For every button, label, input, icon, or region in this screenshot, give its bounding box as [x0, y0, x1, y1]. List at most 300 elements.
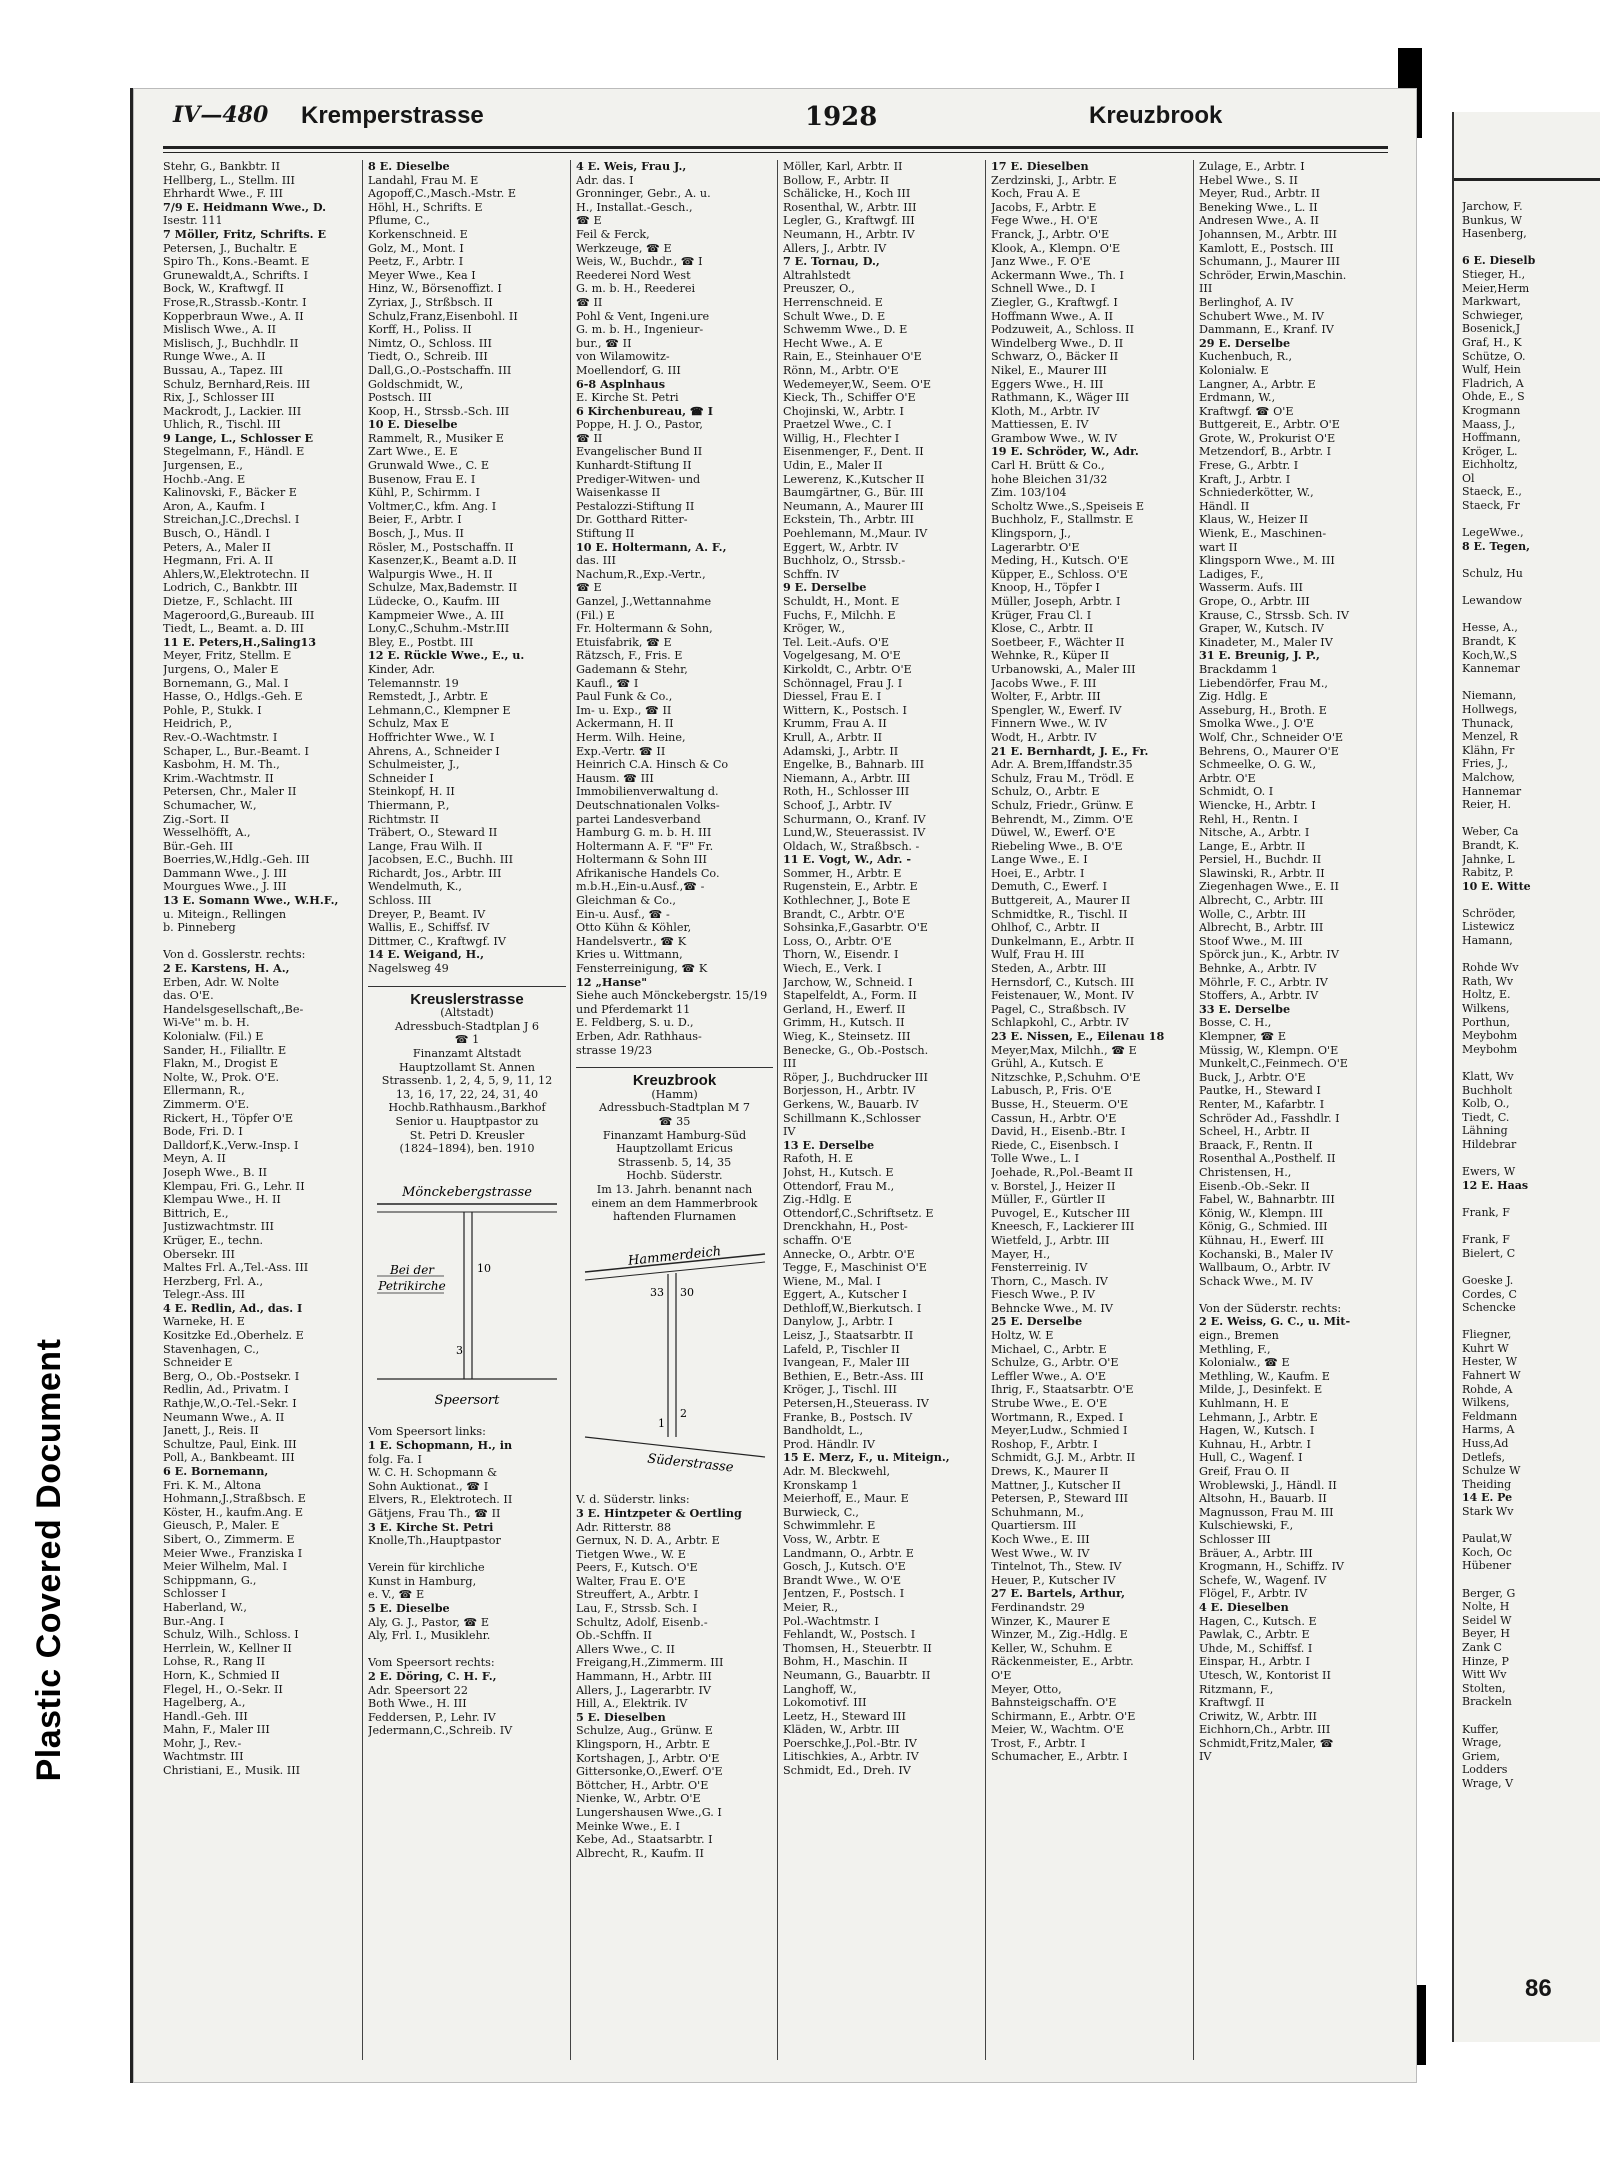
entry-line: Diessel, Frau E. I	[783, 690, 882, 704]
info-line: 13, 16, 17, 22, 24, 31, 40	[395, 1087, 539, 1101]
info-line: Strassenb. 1, 2, 4, 5, 9, 11, 12	[381, 1074, 553, 1088]
entry-line: Meier, W., Wachtm. O'E	[991, 1723, 1125, 1737]
entry-line: LegeWwe.,	[1462, 526, 1524, 540]
entry-line: Behrendt, M., Zimm. O'E	[991, 812, 1134, 826]
entry-line: Mourgues Wwe., J. III	[163, 880, 287, 894]
entry-line: Schulze, Aug., Grünw. E	[576, 1724, 713, 1738]
entry-line: Schffn. IV	[783, 567, 839, 581]
entry-line: Wroblewski, J., Händl. II	[1199, 1478, 1337, 1492]
entry-line: Schlosser I	[163, 1587, 226, 1601]
entry-line: Schulz, Max E	[368, 717, 450, 731]
entry-line: 11 E. Vogt, W., Adr. -	[783, 853, 911, 867]
entry-line: Buttgereit, A., Maurer II	[991, 894, 1131, 908]
entry-line: e. V., ☎ E	[368, 1588, 425, 1602]
entry-line: Knoop, H., Töpfer I	[991, 581, 1100, 595]
entry-line: Eichholtz,	[1462, 458, 1518, 472]
entry-line: Lungershausen Wwe.,G. I	[576, 1805, 722, 1819]
entry-line: 7 E. Tornau, D.,	[783, 255, 880, 269]
entry-line: Werkzeuge, ☎ E	[576, 241, 672, 255]
entry-line: Listewicz	[1462, 920, 1515, 934]
entry-line: Jurgens, O., Maler E	[163, 662, 279, 676]
entry-line: 17 E. Dieselben	[991, 160, 1089, 173]
entry-line: Rickert, H., Töpfer O'E	[163, 1111, 294, 1125]
entry-line: folg. Fa. I	[368, 1452, 422, 1466]
entry-line: Wedemeyer,W., Seem. O'E	[783, 377, 932, 391]
entry-line: Hausm. ☎ III	[576, 771, 654, 785]
entry-line: 27 E. Bartels, Arthur,	[991, 1587, 1125, 1601]
entry-line: Eggers Wwe., H. III	[991, 377, 1104, 391]
entry-line: Nagelsweg 49	[368, 962, 449, 976]
entry-line: Niemann,	[1462, 689, 1517, 703]
entry-line: Franck, J., Arbtr. O'E	[991, 227, 1110, 241]
entry-line: Kasenzer,K., Beamt a.D. II	[368, 554, 517, 568]
entry-line: V. d. Süderstr. links:	[576, 1493, 690, 1507]
entry-line: Krim.-Wachtmstr. II	[163, 771, 274, 785]
entry-line: Kröger, L.	[1462, 444, 1518, 458]
entry-line: Kasbohm, H. M. Th.,	[163, 758, 280, 772]
entry-line: Schmeelke, O. G. W.,	[1199, 758, 1317, 772]
column-divider	[1193, 160, 1194, 2060]
entry-line: Möhrle, F. C., Arbtr. IV	[1199, 975, 1328, 989]
entry-line: Meier, R.,	[783, 1600, 839, 1614]
entry-line: Ritzmann, F.,	[1199, 1682, 1274, 1696]
entry-line: Wallbaum, O., Arbtr. IV	[1199, 1261, 1331, 1275]
entry-line: Koch, Frau A. E	[991, 187, 1081, 201]
header-rule	[163, 146, 1388, 149]
entry-line: Smolka Wwe., J. O'E	[1199, 717, 1315, 731]
entry-line: Schmidt, Ed., Dreh. IV	[783, 1764, 911, 1778]
entry-line: Schnell Wwe., D. I	[991, 282, 1096, 296]
entry-line: Ellermann, R.,	[163, 1084, 245, 1098]
entry-line: Holtz, E.	[1462, 988, 1511, 1002]
entry-line: Hochb.-Ang. E	[163, 472, 246, 486]
entry-line: Koch,W.,S	[1462, 648, 1518, 662]
entry-line: Dreyer, P., Beamt. IV	[368, 907, 486, 921]
entry-line: Altsohn, H., Bauarb. II	[1199, 1492, 1327, 1506]
entry-line: Meinke Wwe., E. I	[576, 1819, 680, 1833]
entry-line: Voss, W., Arbtr. E	[783, 1532, 881, 1546]
entry-line: Staeck, Fr	[1462, 499, 1520, 513]
entry-line: Jarchow, W., Schneid. I	[783, 975, 913, 989]
entry-line: Keller, W., Schuhm. E	[991, 1641, 1113, 1655]
entry-line: Fehlandt, W., Postsch. I	[783, 1628, 916, 1642]
entry-line: Kolb, O.,	[1462, 1097, 1510, 1111]
entry-line: Danylow, J., Arbtr. I	[783, 1315, 893, 1329]
entry-line: Kühl, P., Schirmm. I	[368, 486, 480, 500]
entry-line: Arbtr. O'E	[1199, 771, 1256, 785]
info-line: Adressbuch-Stadtplan J 6	[394, 1019, 540, 1033]
entry-line: Frese, G., Arbtr. I	[1199, 459, 1299, 473]
entry-line: Baumgärtner, G., Bür. III	[783, 486, 924, 500]
entry-line: Rathmann, K., Wäger III	[991, 391, 1130, 405]
entry-line: Ehrhardt Wwe., F. III	[163, 187, 283, 201]
entry-line: Fege Wwe., H. O'E	[991, 214, 1098, 228]
entry-line: Petersen, Chr., Maler II	[163, 785, 297, 799]
entry-line: Witt Wv	[1462, 1668, 1507, 1682]
entry-line: Lewandow	[1462, 594, 1522, 608]
street-info	[576, 1101, 773, 1223]
entry-line: Pestalozzi-Stiftung II	[576, 499, 695, 513]
entry-line: Meierhoff, E., Maur. E	[783, 1492, 909, 1506]
entry-line: Behnke, A., Arbtr. IV	[1199, 962, 1317, 976]
entry-line: 8 E. Tegen,	[1462, 539, 1530, 553]
entry-line: E. Kirche St. Petri	[576, 391, 679, 405]
entry-line: Detlefs,	[1462, 1450, 1505, 1464]
entry-line	[1462, 1709, 1600, 1723]
entry-line: Kinadeter, M., Maler IV	[1199, 635, 1333, 649]
entry-line: Meier Wilhelm, Mal. I	[163, 1560, 287, 1574]
entry-line: Kuchenbuch, R.,	[1199, 350, 1293, 364]
entry-line: Pagel, C., Straßbsch. IV	[991, 1002, 1126, 1016]
entry-line: Waisenkasse II	[576, 486, 661, 500]
entry-line: m.b.H.,Ein-u.Ausf.,☎ -	[576, 880, 705, 894]
entry-line: ☎ II	[576, 295, 603, 309]
entry-line	[1462, 513, 1600, 527]
entry-line: Rönn, M., Arbtr. O'E	[783, 363, 899, 377]
map-house-2: 2	[679, 1406, 687, 1420]
entry-line: Methling, F.,	[1199, 1342, 1271, 1356]
info-line: haftenden Flurnamen	[612, 1210, 737, 1224]
entry-line: Kolonialw. (Fil.) E	[163, 1030, 264, 1043]
entry-line: Schurmann, O., Kranf. IV	[783, 812, 926, 826]
entry-line: König, W., Klempn. III	[1199, 1206, 1323, 1220]
street-subtitle: (Hamm)	[651, 1087, 698, 1101]
entry-line: Zerdzinski, J., Arbtr. E	[991, 173, 1117, 187]
entry-line: Kolonialw. E	[1199, 363, 1269, 377]
entry-line: Huss,Ad	[1462, 1437, 1509, 1451]
entry-line: G. m. b. H., Ingenieur-	[576, 323, 704, 337]
entry-line: Rabitz, P.	[1462, 866, 1514, 880]
info-line: Adressbuch-Stadtplan M 7	[598, 1101, 751, 1115]
entry-line: Metzendorf, B., Arbtr. I	[1199, 445, 1332, 459]
entry-line: Grote, W., Prokurist O'E	[1199, 431, 1336, 445]
map-label-top: Mönckebergstrasse	[402, 1184, 532, 1200]
entry-line: Kulschiewski, F.,	[1199, 1519, 1294, 1533]
entry-line: Ackermann, H. II	[576, 717, 674, 731]
column-1	[163, 160, 358, 2060]
entry-line: Asseburg, H., Broth. E	[1199, 703, 1327, 717]
entry-line: Sander, H., Filialltr. E	[163, 1043, 287, 1057]
entry-line: Ackermann Wwe., Th. I	[991, 268, 1124, 282]
entry-line	[1462, 948, 1600, 962]
entry-line: Ihrig, F., Staatsarbtr. O'E	[991, 1383, 1134, 1397]
entry-line: Altrahlstedt	[783, 268, 851, 282]
entry-line: Schmidt, G.J. M., Arbtr. II	[991, 1451, 1136, 1465]
entry-line: Fensterreinig. IV	[991, 1261, 1088, 1275]
entry-line: Korkenschneid. E	[368, 227, 468, 241]
entry-line: Feddersen, P., Lehr. IV	[368, 1710, 496, 1724]
entry-line: Buck, J., Arbtr. O'E	[1199, 1070, 1306, 1084]
entry-line: Schultze, Paul, Eink. III	[163, 1437, 297, 1451]
entry-line: Reier, H.	[1462, 798, 1511, 812]
entry-line: Krüger, E., techn.	[163, 1233, 264, 1247]
entry-line: Zart Wwe., E. E	[368, 445, 458, 459]
entry-line: Runge Wwe., A. II	[163, 350, 266, 364]
entry-line: das. O'E.	[163, 989, 214, 1003]
entry-line: 10 E. Dieselbe	[368, 418, 458, 432]
entry-line: Bosenick,J	[1462, 322, 1521, 336]
entry-line: Uhde, M., Schiffsf. I	[1199, 1641, 1313, 1655]
entry-line: Gerland, H., Ewerf. II	[783, 1002, 906, 1016]
entry-line: Wittern, K., Postsch. I	[783, 703, 907, 717]
entry-line: Schwemm Wwe., D. E	[783, 323, 908, 337]
entry-line: Staeck, E.,	[1462, 485, 1522, 499]
entry-line: Gätjens, Frau Th., ☎ II	[368, 1506, 501, 1520]
entry-line: Landmann, O., Arbtr. E	[783, 1546, 914, 1560]
entry-line: Zimmerm. O'E.	[163, 1097, 250, 1111]
entry-line: Postsch. III	[368, 391, 432, 405]
map-label-bottom: Süderstrasse	[646, 1451, 734, 1476]
entry-line: Poppe, H. J. O., Pastor,	[576, 418, 703, 432]
entry-line: Preuszer, O.,	[783, 282, 855, 296]
page-header	[163, 98, 1388, 138]
entry-line: Wilkens,	[1462, 1396, 1510, 1410]
entry-line: Kothlechner, J., Bote E	[783, 894, 911, 908]
entry-line: 6 E. Bornemann,	[163, 1465, 269, 1478]
entry-line: III	[783, 1057, 797, 1071]
entry-line: Spörck jun., K., Arbtr. IV	[1199, 948, 1339, 962]
entry-line: Adr. das. I	[576, 173, 634, 187]
info-line: Hochb. Süderstr.	[626, 1169, 723, 1183]
entry-line: Kühnau, H., Ewerf. III	[1199, 1233, 1324, 1247]
entry-line: das. III	[576, 554, 616, 568]
side-label: Plastic Covered Document	[30, 1338, 68, 1782]
entry-line: Krogmann	[1462, 403, 1521, 417]
entry-line: Wietfeld, J., Arbtr. III	[991, 1233, 1110, 1247]
entry-line: Wolle, C., Arbtr. III	[1199, 907, 1306, 921]
entry-line: Rätzsch, F., Fris. E	[576, 649, 683, 663]
entry-line: Cassun, H., Arbtr. O'E	[991, 1111, 1117, 1125]
entry-line: Ein-u. Ausf., ☎ -	[576, 907, 670, 921]
entry-line: Eggert, A., Kutscher I	[783, 1288, 907, 1302]
entry-line: Hecht Wwe., A. E	[783, 336, 883, 350]
entry-line: Adr. Ritterstr. 88	[576, 1520, 672, 1534]
entry-line: Neumann, A., Maurer III	[783, 499, 924, 513]
entry-line: Evangelischer Bund II	[576, 445, 703, 459]
entry-line: Neumann, G., Bauarbtr. II	[783, 1668, 931, 1682]
entry-line: Handelsvertr., ☎ K	[576, 934, 687, 948]
entry-line: Wieg, K., Steinsetz. III	[783, 1030, 911, 1043]
entry-line: 19 E. Schröder, W., Adr.	[991, 445, 1139, 459]
entry-line: Weis, W., Buchdr., ☎ I	[576, 255, 703, 269]
entry-line: Frank, F	[1462, 1205, 1510, 1219]
entry-line: Brackeln	[1462, 1695, 1512, 1709]
entry-line: 12 E. Haas	[1462, 1178, 1529, 1192]
entry-line: Schniederkötter, W.,	[1199, 486, 1314, 500]
entry-line: Handl.-Geh. III	[163, 1709, 248, 1723]
entry-line: Johannsen, M., Arbtr. III	[1199, 227, 1337, 241]
entry-line: Hohmann,J.,Straßbsch. E	[163, 1492, 306, 1506]
entry-line: Ohlhof, C., Arbtr. II	[991, 921, 1100, 935]
entry-line: Kuhlmann, H. E	[1199, 1397, 1289, 1411]
entry-line: Maltes Frl. A.,Tel.-Ass. III	[163, 1261, 309, 1275]
entry-line: Lund,W., Steuerassist. IV	[783, 826, 926, 840]
entry-line: Puvogel, E., Kutscher III	[991, 1206, 1130, 1220]
entry-line: Bollow, F., Arbtr. II	[783, 173, 890, 187]
column-5	[991, 160, 1189, 2060]
entry-line: Böttcher, H., Arbtr. O'E	[576, 1778, 709, 1792]
entry-line: Schumann, J., Maurer III	[1199, 255, 1340, 269]
entry-line: Feil & Ferck,	[576, 227, 650, 241]
entry-line: Röper, J., Buchdrucker III	[783, 1070, 928, 1084]
entry-line: Leffler Wwe., A. O'E	[991, 1369, 1107, 1383]
entry-line: Stoof Wwe., M. III	[1199, 934, 1303, 948]
entry-line: Windelberg Wwe., D. II	[991, 336, 1124, 350]
entry-line: Frose,R.,Strassb.-Kontr. I	[163, 295, 307, 309]
entry-line: Ganzel, J.,Wettannahme	[576, 595, 712, 608]
entry-line: Kalinovski, F., Bäcker E	[163, 486, 297, 500]
entry-line: Wallis, E., Schiffsf. IV	[368, 921, 490, 935]
entry-line: Schönnagel, Frau J. I	[783, 676, 903, 690]
entry-line: Schwarz, O., Bäcker II	[991, 350, 1119, 364]
entry-line: Düwel, W., Ewerf. O'E	[991, 826, 1116, 840]
entry-line: Telemannstr. 19	[368, 676, 459, 690]
entry-line: Grunwald Wwe., C. E	[368, 459, 490, 473]
entry-line: W. C. H. Schopmann &	[368, 1466, 498, 1480]
entry-line: Paulat,W	[1462, 1532, 1512, 1546]
entry-line: Wendelmuth, K.,	[368, 880, 462, 894]
entry-line: Ahrens, A., Schneider I	[368, 744, 500, 758]
entry-line: Flakn, M., Drogist E	[163, 1057, 278, 1071]
entry-line: Bethien, E., Betr.-Ass. III	[783, 1369, 924, 1383]
entry-line: Dittmer, C., Kraftwgf. IV	[368, 934, 506, 948]
entry-line: Neumann, H., Arbtr. IV	[783, 227, 915, 241]
entry-line: Thunack,	[1462, 716, 1514, 730]
entry-line: Franke, B., Postsch. IV	[783, 1410, 913, 1424]
entry-line: Klingsporn Wwe., M. III	[1199, 554, 1335, 568]
entry-line: Meyer, Fritz, Stellm. E	[163, 649, 292, 663]
entry-line: Menzel, R	[1462, 730, 1518, 744]
entry-line: Tietgen Wwe., W. E	[576, 1547, 686, 1561]
entry-line: Schillmann K.,Schlosser	[783, 1111, 921, 1125]
entry-line: Wienk, E., Maschinen-	[1199, 527, 1327, 541]
entry-line: Fladrich, A	[1462, 376, 1524, 390]
entry-line: Janz Wwe., F. O'E	[991, 255, 1091, 269]
entry-line: Steden, A., Arbtr. III	[991, 962, 1107, 976]
entry-line: Siehe auch Mönckebergstr. 15/19	[576, 989, 768, 1003]
entry-line	[1462, 1056, 1600, 1070]
entry-line	[1462, 1152, 1600, 1166]
entry-line: Moellendorf, G. III	[576, 363, 681, 377]
entry-line: Schröder Ad., Fasshdlr. I	[1199, 1111, 1340, 1125]
entry-line: Rammelt, R., Musiker E	[368, 431, 504, 445]
entry-line: Kieck, Th., Schiffer O'E	[783, 391, 916, 405]
entry-line: Dethloff,W.,Bierkutsch. I	[783, 1301, 922, 1315]
entry-line: Schütze, O.	[1462, 349, 1526, 363]
entry-line: Hernsdorf, C., Kutsch. III	[991, 975, 1134, 989]
entry-line: Kopperbraun Wwe., A. II	[163, 309, 304, 323]
entry-line: Schubert Wwe., M. IV	[1199, 309, 1324, 323]
entry-line: Joseph Wwe., B. II	[163, 1165, 268, 1179]
entry-line: Jentzen, F., Postsch. I	[783, 1587, 905, 1601]
entry-line: Bode, Fri. D. I	[163, 1125, 243, 1139]
entry-line: 2 E. Karstens, H. A.,	[163, 962, 290, 976]
entry-line: Litischkies, A., Arbtr. IV	[783, 1750, 919, 1764]
entry-line: Markwart,	[1462, 295, 1521, 309]
entry-line: Hoffmann,	[1462, 431, 1521, 445]
entry-line: Thorn, C., Masch. IV	[991, 1274, 1108, 1288]
entry-line: Eckstein, Th., Arbtr. III	[783, 513, 914, 527]
info-line: Strassenb. 5, 14, 35	[617, 1155, 732, 1169]
entry-line: Klatt, Wv	[1462, 1070, 1514, 1083]
entry-line: Wulf, Frau H. III	[991, 948, 1085, 962]
column-divider	[777, 160, 778, 2060]
entry-line: Bräuer, A., Arbtr. III	[1199, 1546, 1313, 1560]
entry-line: Roth, H., Schlosser III	[783, 785, 910, 799]
entry-line: Bornemann, G., Mal. I	[163, 676, 289, 690]
entry-line: 13 E. Derselbe	[783, 1138, 875, 1152]
entry-line: Schulz, Bernhard,Reis. III	[163, 377, 310, 391]
entry-line: Kaufl., ☎ I	[576, 676, 639, 690]
entry-line: Freigang,H.,Zimmerm. III	[576, 1656, 724, 1670]
entry-line	[368, 1643, 566, 1657]
entry-line: Klempau Wwe., H. II	[163, 1193, 281, 1207]
entry-line: Kositzke Ed.,Oberhelz. E	[163, 1329, 304, 1343]
entry-line: Beyer, H	[1462, 1627, 1510, 1641]
facing-page-rule	[1454, 178, 1600, 181]
entry-line	[1462, 241, 1600, 255]
entry-line: Poll, A., Bankbeamt. III	[163, 1451, 295, 1465]
entry-line: Kuhnau, H., Arbtr. I	[1199, 1437, 1311, 1451]
entry-line: Bussau, A., Tapez. III	[163, 363, 283, 377]
entry-line: Aly, Frl. I., Musiklehr.	[368, 1629, 491, 1643]
entry-line: Podzuweit, A., Schloss. II	[991, 323, 1135, 337]
entry-line: Busenow, Frau E. I	[368, 472, 476, 486]
entry-line: Schmidt, O. I	[1199, 785, 1274, 799]
entry-line: Hasenberg,	[1462, 227, 1527, 241]
entry-line	[368, 1548, 566, 1562]
entry-line: Hagen, W., Kutsch. I	[1199, 1424, 1315, 1438]
entry-line: Drenckhahn, H., Post-	[783, 1220, 908, 1234]
entry-line: Grühl, A., Kutsch. E	[991, 1057, 1104, 1071]
entry-line: Adr. Speersort 22	[368, 1683, 468, 1697]
entry-line: u. Miteign., Rellingen	[163, 907, 287, 921]
entry-line: Strube Wwe., E. O'E	[991, 1397, 1108, 1411]
entry-line: Mageroord,G.,Bureaub. III	[163, 608, 315, 622]
entry-line: Kröger, W.,	[783, 622, 846, 636]
entry-line: 12 „Hanse"	[576, 975, 648, 989]
entry-line: Meyer Wwe., Kea I	[368, 268, 476, 282]
entry-line: Ziegler, G., Kraftwgf. I	[991, 295, 1118, 309]
entry-line: Isestr. 111	[163, 214, 223, 228]
entry-line: Trost, F., Arbtr. I	[991, 1736, 1086, 1750]
entry-line: Jarchow, F.	[1462, 200, 1523, 213]
entry-line: Im- u. Exp., ☎ II	[576, 703, 672, 717]
entry-line: 6 E. Dieselb	[1462, 254, 1536, 268]
entry-line: 21 E. Bernhardt, J. E., Fr.	[991, 744, 1149, 758]
entry-line: Voltmer,C., kfm. Ang. I	[368, 499, 497, 513]
entry-line: Stieger, H.,	[1462, 267, 1526, 281]
entry-line: Persiel, H., Buchdr. II	[1199, 853, 1322, 867]
kreuslerstrasse-section	[368, 986, 566, 1738]
entry-line: Händl. II	[1199, 499, 1250, 513]
entry-line: Rösler, M., Postschaffn. II	[368, 540, 514, 554]
entry-line: Kortshagen, J., Arbtr. O'E	[576, 1751, 720, 1765]
entry-line: Tintelnot, Th., Stew. IV	[991, 1560, 1122, 1574]
entry-line: 4 E. Redlin, Ad., das. I	[163, 1301, 303, 1315]
entry-line: Wiene, M., Mal. I	[783, 1274, 881, 1288]
kreuslerstrasse-entries	[368, 1425, 566, 1738]
entry-line: IV	[1199, 1750, 1212, 1764]
entry-line: Kraft, J., Arbtr. I	[1199, 472, 1291, 486]
entry-line: G. m. b. H., Reederei	[576, 282, 696, 296]
entry-line: Albrecht, B., Arbtr. III	[1199, 921, 1324, 935]
entry-line: Hinz, W., Börsenoffizt. I	[368, 282, 502, 296]
entry-line: Oldach, W., Straßbsch. -	[783, 839, 920, 853]
entry-line: Korff, H., Poliss. II	[368, 323, 472, 337]
entry-line: Gosch, J., Kutsch. O'E	[783, 1560, 906, 1574]
entry-line: 3 E. Hintzpeter & Oertling	[576, 1506, 742, 1520]
